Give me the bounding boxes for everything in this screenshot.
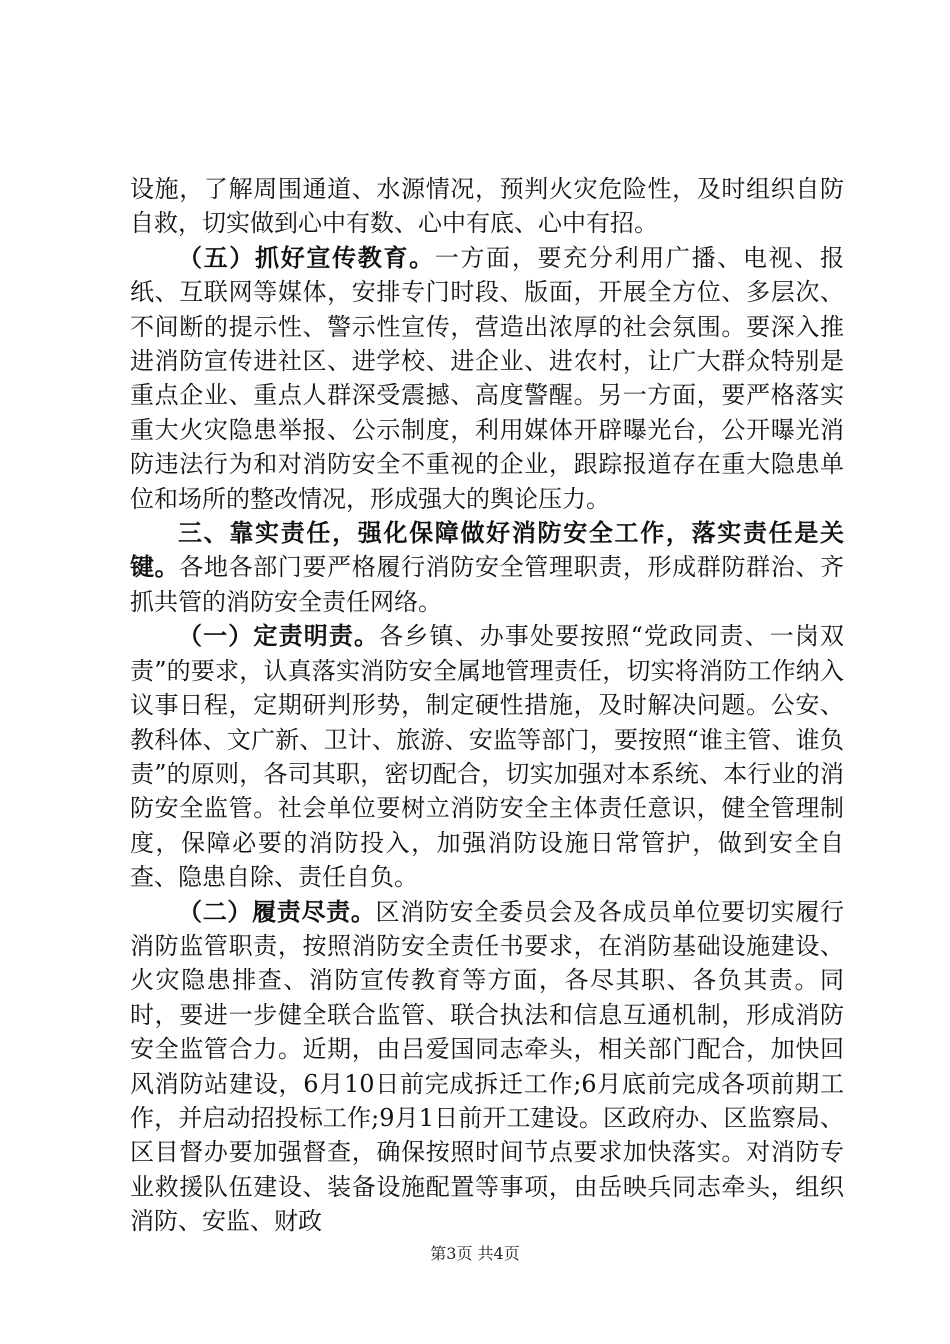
paragraph-text: 各地各部门要严格履行消防安全管理职责，形成群防群治、齐抓共管的消防安全责任网络。 xyxy=(130,553,845,616)
paragraph-continuation xyxy=(130,172,844,241)
paragraph-heading: （二）履责尽责。 xyxy=(178,896,376,926)
paragraph-publicity-education xyxy=(130,241,844,516)
paragraph-section-three xyxy=(130,516,844,619)
paragraph-text: 设施，了解周围通道、水源情况，预判火灾危险性，及时组织自防自救，切实做到心中有数、心中有底、心中有招。 xyxy=(130,175,844,238)
paragraph-text: 一方面，要充分利用广播、电视、报纸、互联网等媒体，安排专门时段、版面，开展全方位、多层次、不间断的提示性、警示性宣传，营造出浓厚的社会氛围。要深入推进消防宣传进社区、进学校、进企业、进农村，让广大群众特别是重点企业、重点人群深受震撼、高度警醒。另一方面，要严格落实重大火灾隐患举报、公示制度，利用媒体开辟曝光台，公开曝光消防违法行为和对消防安全不重视的企业，跟踪报道存在重大隐患单位和场所的整改情况，形成强大的舆论压力。 xyxy=(130,243,845,513)
paragraph-heading: （一）定责明责。 xyxy=(178,621,380,651)
paragraph-heading: （五）抓好宣传教育。 xyxy=(178,242,435,272)
document-body xyxy=(130,172,844,1239)
page-number-label: 第3页 共4页 xyxy=(430,1244,520,1263)
paragraph-fulfill-responsibility xyxy=(130,895,844,1239)
page-footer xyxy=(0,1244,950,1264)
paragraph-text: 区消防安全委员会及各成员单位要切实履行消防监管职责，按照消防安全责任书要求，在消防基础设施建设、火灾隐患排查、消防宣传教育等方面，各尽其职、各负其责。同时，要进一步健全联合监管、联合执法和信息互通机制，形成消防安全监管合力。近期，由吕爱国同志牵头，相关部门配合，加快回风消防站建设，6月10日前完成拆迁工作;6月底前完成各项前期工作，并启动招投标工作;9月1日前开工建设。区政府办、区监察局、区目督办要加强督查，确保按照时间节点要求加快落实。对消防专业救援队伍建设、装备设施配置等事项，由岳映兵同志牵头，组织消防、安监、财政 xyxy=(130,897,845,1236)
section-heading: 三、靠实责任，强化保障做好消防安全工作，落实责任是关键。 xyxy=(130,518,844,582)
paragraph-define-responsibility xyxy=(130,619,844,894)
paragraph-text: 各乡镇、办事处要按照“党政同责、一岗双责”的要求，认真落实消防安全属地管理责任，切实将消防工作纳入议事日程，定期研判形势，制定硬性措施，及时解决问题。公安、教科体、文广新、卫计、旅游、安监等部门，要按照“谁主管、谁负责”的原则，各司其职，密切配合，切实加强对本系统、本行业的消防安全监管。社会单位要树立消防安全主体责任意识，健全管理制度，保障必要的消防投入，加强消防设施日常管护，做到安全自查、隐患自除、责任自负。 xyxy=(130,622,844,892)
